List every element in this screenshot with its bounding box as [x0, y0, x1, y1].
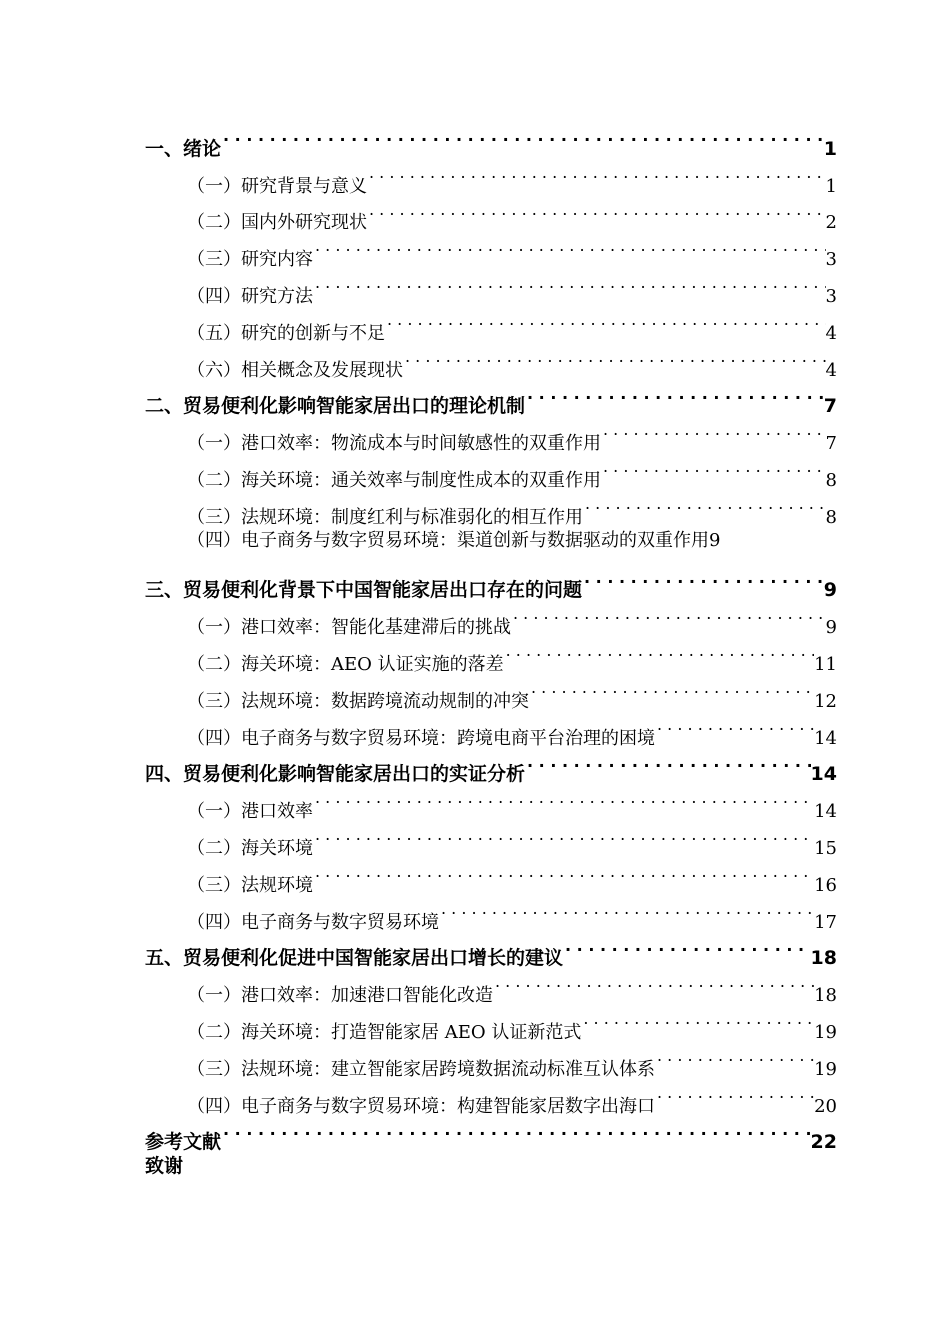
- toc-entry-title: （一）港口效率: [187, 801, 313, 823]
- toc-entry-title: （二）国内外研究现状: [187, 212, 367, 234]
- dot-leader: [655, 1075, 814, 1112]
- dot-leader: [439, 891, 814, 928]
- toc-entry-title: （三）法规环境：数据跨境流动规制的冲突: [187, 690, 529, 712]
- toc-entry-page: 4: [825, 359, 837, 381]
- toc-entry-title: （二）海关环境：AEO 认证实施的落差: [187, 653, 504, 675]
- toc-entry-page: 12: [814, 690, 837, 712]
- toc-entry-title: （三）法规环境：制度红利与标准弱化的相互作用: [187, 506, 583, 528]
- toc-entry-page: 18: [810, 947, 837, 970]
- dot-leader: [525, 376, 824, 413]
- toc-entry-page: 19: [814, 1058, 837, 1080]
- toc-entry-page: 3: [825, 285, 837, 307]
- toc-entry-page: 9: [825, 617, 837, 639]
- dot-leader: [221, 1112, 811, 1149]
- toc-entry-page: 3: [825, 249, 837, 271]
- dot-leader: [583, 486, 826, 523]
- toc-entry-title: （六）相关概念及发展现状: [187, 359, 403, 381]
- dot-leader: [385, 302, 826, 339]
- toc-entry-title: （一）港口效率：智能化基建滞后的挑战: [187, 617, 511, 639]
- toc-entry-title: （二）海关环境：通关效率与制度性成本的双重作用: [187, 469, 601, 491]
- toc-entry-title: 三、贸易便利化背景下中国智能家居出口存在的问题: [145, 579, 583, 602]
- toc-entry-title: 参考文献: [145, 1131, 222, 1154]
- toc-entry-title: 一、绪论: [145, 137, 222, 160]
- toc-entry-page: 11: [814, 653, 837, 675]
- toc-entry-title: （四）电子商务与数字贸易环境: [187, 911, 439, 933]
- toc-entry[interactable]: [145, 560, 837, 602]
- toc-entry-title: 二、贸易便利化影响智能家居出口的理论机制: [145, 395, 526, 418]
- dot-leader: [313, 817, 814, 854]
- toc-entry-page: 9: [709, 529, 721, 551]
- toc-entry-page: 20: [814, 1095, 837, 1117]
- dot-leader: [655, 1038, 814, 1075]
- toc-entry-title: 致谢: [145, 1155, 184, 1178]
- toc-entry-page: 19: [814, 1021, 837, 1043]
- dot-leader: [367, 155, 826, 192]
- toc-entry-title: （四）电子商务与数字贸易环境：跨境电商平台治理的困境: [187, 727, 655, 749]
- toc-entry-page: 17: [814, 911, 837, 933]
- dot-leader: [582, 560, 824, 597]
- toc-entry-page: 15: [814, 837, 837, 859]
- toc-entry[interactable]: [145, 1148, 837, 1185]
- toc-entry-page: 7: [823, 395, 837, 418]
- toc-entry-page: 1: [825, 175, 837, 197]
- dot-leader: [221, 118, 824, 155]
- dot-leader: [601, 449, 826, 486]
- toc-entry-title: （一）港口效率：加速港口智能化改造: [187, 985, 493, 1007]
- toc-entry[interactable]: [145, 523, 837, 560]
- toc-entry-page: 14: [810, 763, 837, 786]
- toc-entry-page: 7: [825, 433, 837, 455]
- toc-entry-title: （二）海关环境：打造智能家居 AEO 认证新范式: [187, 1021, 582, 1043]
- toc-entry-title: （一）研究背景与意义: [187, 175, 367, 197]
- dot-leader: [529, 670, 814, 707]
- toc-entry-title: （一）港口效率：物流成本与时间敏感性的双重作用: [187, 433, 601, 455]
- toc-entry-title: （三）法规环境：建立智能家居跨境数据流动标准互认体系: [187, 1058, 655, 1080]
- dot-leader: [581, 1001, 814, 1038]
- dot-leader: [313, 228, 826, 265]
- toc-entry-title: （四）研究方法: [187, 285, 313, 307]
- toc-entry-page: 14: [814, 727, 837, 749]
- table-of-contents: [145, 118, 837, 1185]
- dot-leader: [655, 707, 814, 744]
- toc-entry-page: 22: [810, 1131, 837, 1154]
- toc-entry[interactable]: [145, 118, 837, 160]
- dot-leader: [504, 633, 814, 670]
- toc-entry-page: 2: [825, 212, 837, 234]
- toc-entry-title: 四、贸易便利化影响智能家居出口的实证分析: [145, 763, 526, 786]
- dot-leader: [493, 964, 814, 1001]
- dot-leader: [313, 854, 814, 891]
- toc-entry-page: 14: [814, 801, 837, 823]
- dot-leader: [313, 780, 814, 817]
- dot-leader: [403, 339, 826, 376]
- toc-entry-title: （四）电子商务与数字贸易环境：渠道创新与数据驱动的双重作用: [187, 529, 709, 551]
- toc-entry-page: 8: [825, 506, 837, 528]
- toc-entry[interactable]: [145, 155, 837, 197]
- toc-entry-page: 9: [823, 579, 837, 602]
- toc-entry-page: 1: [823, 137, 837, 160]
- toc-entry-page: 16: [814, 874, 837, 896]
- dot-leader: [511, 596, 826, 633]
- toc-entry-title: （四）电子商务与数字贸易环境：构建智能家居数字出海口: [187, 1095, 655, 1117]
- dot-leader: [367, 192, 826, 229]
- toc-entry-page: 4: [825, 322, 837, 344]
- dot-leader: [525, 744, 811, 781]
- dot-leader: [601, 412, 826, 449]
- toc-entry-page: 8: [825, 469, 837, 491]
- toc-entry[interactable]: [145, 1112, 837, 1154]
- toc-entry-title: （三）研究内容: [187, 249, 313, 271]
- toc-entry-page: 18: [814, 985, 837, 1007]
- dot-leader: [563, 928, 811, 965]
- toc-entry-title: （二）海关环境: [187, 837, 313, 859]
- dot-leader: [313, 265, 826, 302]
- toc-entry-title: （五）研究的创新与不足: [187, 322, 385, 344]
- toc-entry-title: 五、贸易便利化促进中国智能家居出口增长的建议: [145, 947, 564, 970]
- toc-entry-title: （三）法规环境: [187, 874, 313, 896]
